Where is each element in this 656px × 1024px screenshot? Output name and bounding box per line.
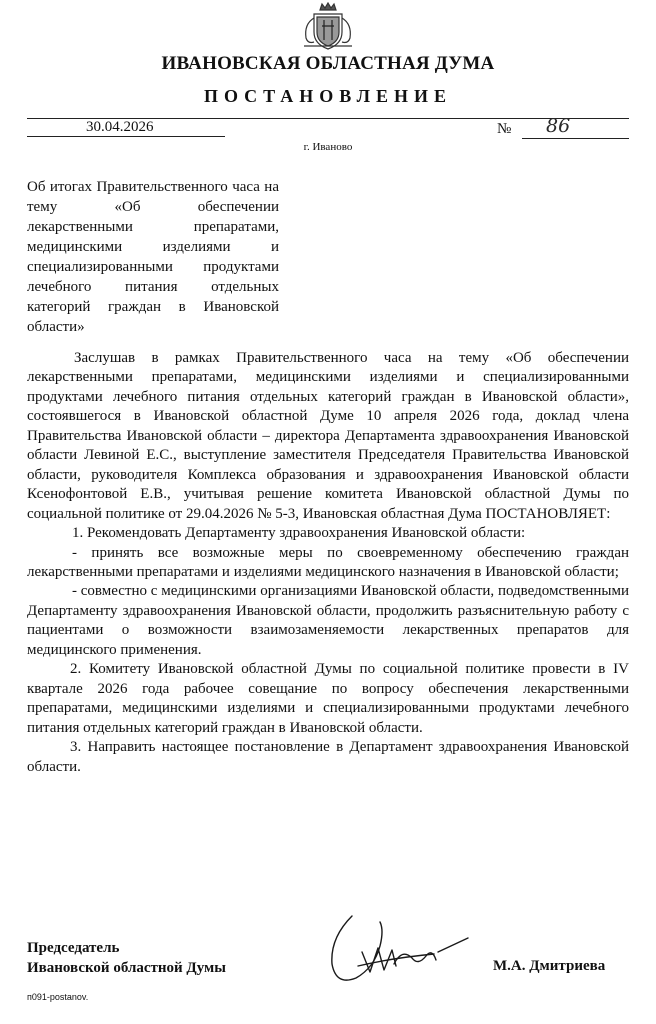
document-subject: Об итогах Правительственного часа на тему «Об обеспечении лекарственными препаратами, медицинскими изделиями и специализированными продуктами лечебного питания отдельных категорий граждан в Ивановской области»	[27, 179, 279, 335]
city: г. Иваново	[303, 141, 353, 153]
resolution-item-1a: - принять все возможные меры по своевременному обеспечению граждан лекарственными препаратами и изделиями медицинского назначения в Ивановской области;	[27, 544, 629, 580]
resolution-item-1: 1. Рекомендовать Департаменту здравоохранения Ивановской области:	[72, 525, 526, 542]
signer-title	[27, 938, 226, 978]
number-label: №	[497, 121, 512, 137]
document-date: 30.04.2026	[86, 119, 154, 135]
handwritten-signature	[322, 908, 472, 992]
intro-paragraph: Заслушав в рамках Правительственного часа на тему «Об обеспечении лекарственными препаратами, медицинскими изделиями и специализированными продуктами лечебного питания отдельных категорий граждан в Ивановской области», состоявшегося в Ивановской областной Думе 10 апреля 2026 года, доклад члена Правительства Ивановской области – директора Департамента здравоохранения Ивановской области Левиной Е.С., выступление заместителя Председателя Правительства Ивановской области, руководителя Комплекса образования и здравоохранения Ивановской области Ксенофонтовой Е.В., учитывая решение комитета Ивановской областной Думы по социальной политике от 29.04.2026 № 5-3, Ивановская областная Дума ПОСТАНОВЛЯЕТ:	[27, 350, 629, 522]
org-title: ИВАНОВСКАЯ ОБЛАСТНАЯ ДУМА	[161, 53, 495, 74]
document-body	[27, 349, 629, 777]
signer-name: М.А. Дмитриева	[493, 958, 606, 974]
resolution-item-2: 2. Комитету Ивановской областной Думы по социальной политике провести в IV квартале 2026 года рабочее совещание по вопросу обеспечения лекарственными препаратами, медицинскими изделиями и специализированными продуктами лечебного питания отдельных категорий граждан в Ивановской области.	[27, 661, 629, 736]
coat-of-arms-icon	[300, 2, 356, 52]
resolution-item-3: 3. Направить настоящее постановление в Департамент здравоохранения Ивановской области.	[27, 739, 629, 775]
date-underline	[27, 136, 225, 137]
signer-title-line1: Председатель	[27, 940, 120, 956]
document-number: 86	[546, 115, 571, 137]
signer-title-line2: Ивановской областной Думы	[27, 960, 226, 976]
document-type: ПОСТАНОВЛЕНИЕ	[203, 86, 453, 106]
number-underline	[522, 138, 629, 139]
resolution-item-1b: - совместно с медицинскими организациями Ивановской области, подведомственными Департаменту здравоохранения Ивановской области, продолжить разъяснительную работу с пациентами о возможности взаимозаменяемости лекарственных препаратов для медицинского применения.	[27, 583, 629, 658]
footer-code: п091-postanov.	[27, 992, 89, 1002]
